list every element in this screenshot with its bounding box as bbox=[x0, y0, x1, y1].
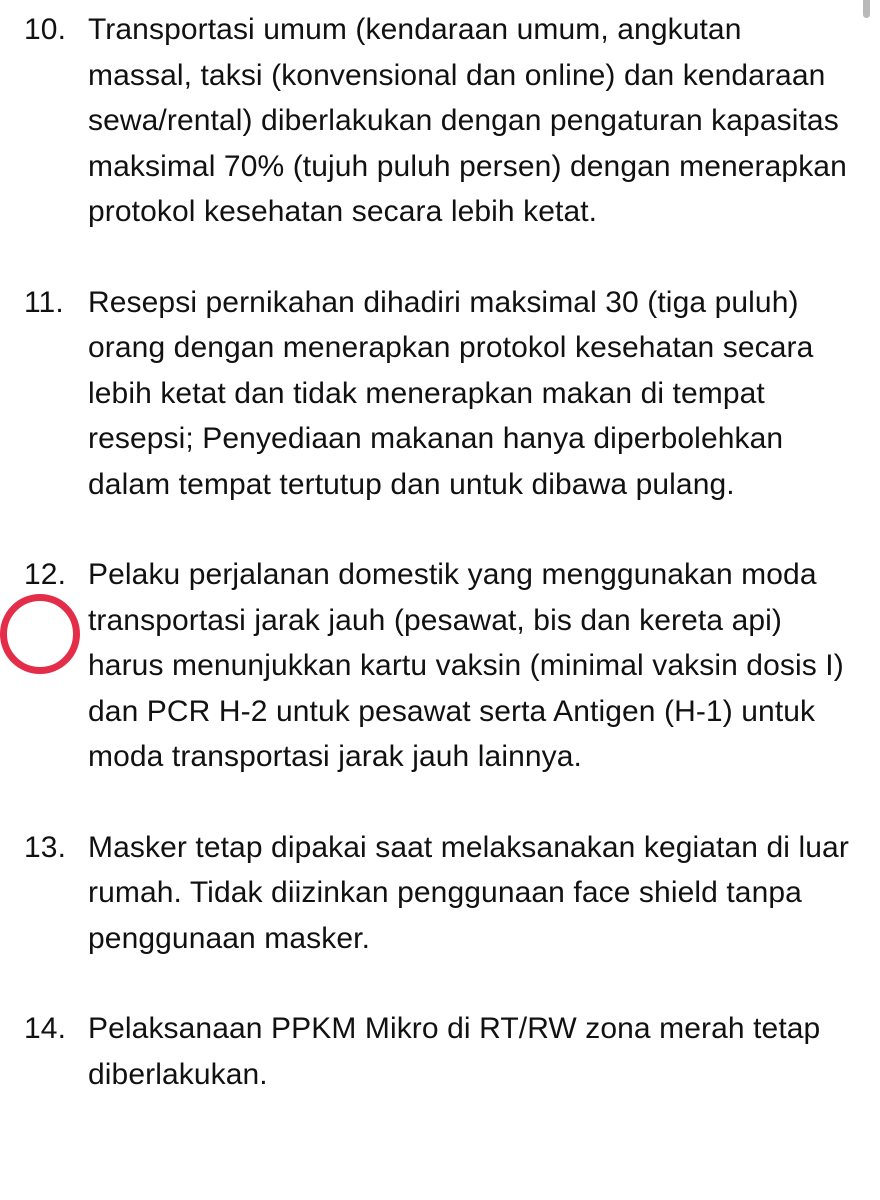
item-text: Resepsi pernikahan dihadiri maksimal 30 (tiga puluh) orang dengan menerapkan protokol kesehatan secara lebih ketat dan tidak menerapkan makan di tempat resepsi; Penyediaan makanan hanya diperbolehkan dalam tempat tertutup dan untuk dibawa pulang. bbox=[88, 285, 814, 501]
item-number: 14. bbox=[24, 1012, 67, 1045]
item-number: 10. bbox=[24, 13, 67, 46]
regulation-list bbox=[0, 7, 880, 1142]
list-item-14 bbox=[0, 1006, 880, 1097]
item-number: 11. bbox=[24, 285, 64, 319]
item-number: 12. bbox=[24, 558, 67, 591]
item-text: Pelaksanaan PPKM Mikro di RT/RW zona merah tetap diberlakukan. bbox=[88, 1012, 821, 1091]
item-text: Transportasi umum (kendaraan umum, angkutan massal, taksi (konvensional dan online) dan kendaraan sewa/rental) diberlakukan dengan pengaturan kapasitas maksimal 70% (tujuh puluh persen) dengan menerapkan protokol kesehatan secara lebih ketat. bbox=[88, 13, 847, 228]
list-item-13 bbox=[0, 825, 880, 962]
list-item-11 bbox=[0, 280, 880, 508]
list-item-10 bbox=[0, 7, 880, 235]
list-item-12 bbox=[0, 552, 880, 780]
item-text: Pelaku perjalanan domestik yang menggunakan moda transportasi jarak jauh (pesawat, bis dan kereta api) harus menunjukkan kartu vaksin (minimal vaksin dosis I) dan PCR H-2 untuk pesawat serta Antigen (H-1) untuk moda transportasi jarak jauh lainnya. bbox=[88, 558, 844, 773]
item-text: Masker tetap dipakai saat melaksanakan kegiatan di luar rumah. Tidak diizinkan penggunaan face shield tanpa penggunaan masker. bbox=[88, 830, 849, 955]
item-number: 13. bbox=[24, 830, 67, 864]
